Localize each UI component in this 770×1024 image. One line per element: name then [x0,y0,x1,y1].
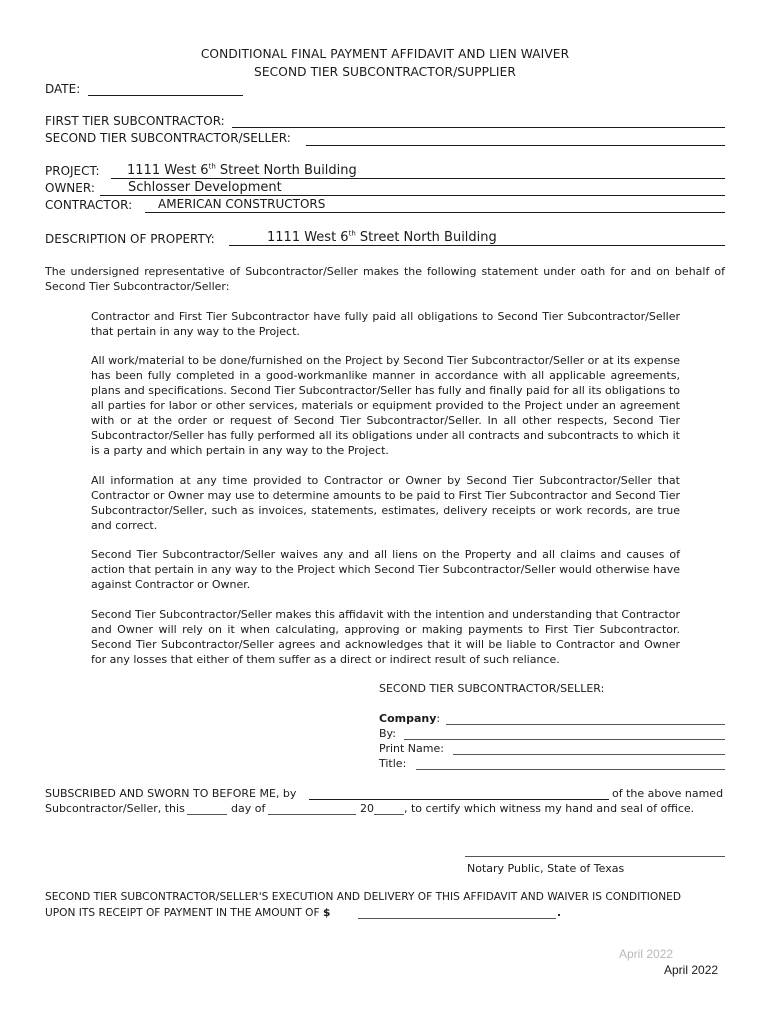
sworn-by-field[interactable] [309,799,609,800]
statement-5: Second Tier Subcontractor/Seller makes this affidavit with the intention and understanding that Contractor and Owner will rely on it when calculating, approving or making payments to First Tier Subcontractor. Second Tier Subcontractor/Seller agrees and acknowledges that it will be liable to Contractor and Owner for any losses that either of them suffer as a direct or indirect result of such reliance. [91,608,680,666]
document-title: CONDITIONAL FINAL PAYMENT AFFIDAVIT AND LIEN WAIVER [200,47,570,61]
payment-amount-field[interactable] [358,918,556,919]
project-field[interactable] [111,178,725,179]
contractor-value: AMERICAN CONSTRUCTORS [158,197,326,211]
second-tier-label: SECOND TIER SUBCONTRACTOR/SELLER: [45,131,291,145]
sworn-suffix: of the above named [612,787,724,800]
statement-1: Contractor and First Tier Subcontractor have fully paid all obligations to Second Tier Subcontractor/Seller that pertain in any way to the Project. [91,310,680,338]
sworn-prefix: SUBSCRIBED AND SWORN TO BEFORE ME, by [45,787,297,800]
day-field[interactable] [187,814,227,815]
sworn-line2-a: Subcontractor/Seller, this [45,802,185,815]
print-name-label: Print Name: [379,742,444,755]
second-tier-field[interactable] [306,145,725,146]
intro-paragraph: The undersigned representative of Subcontractor/Seller makes the following statement under oath for and on behalf of Second Tier Subcontractor/Seller: [45,265,725,293]
statement-2: All work/material to be done/furnished on the Project by Second Tier Subcontractor/Seller or at its expense has been fully completed in a good-workmanlike manner in accordance with all applicable agreements, plans and specifications. Second Tier Subcontractor/Seller has fully and finally paid for all its obligations to all parties for labor or other services, materials or equipment provided to the Project under an agreement with or at the order or request of Second Tier Subcontractor/Seller. In all other respects, Second Tier Subcontractor/Seller has fully performed all its obligations under all contracts and subcontracts to which it is a party and which pertain in any way to the Project. [91,354,680,457]
first-tier-field[interactable] [232,127,725,128]
title-label: Title: [379,757,407,770]
contractor-label: CONTRACTOR: [45,198,133,212]
condition-period: . [557,907,562,919]
signature-heading: SECOND TIER SUBCONTRACTOR/SELLER: [379,682,605,695]
statement-3: All information at any time provided to Contractor or Owner by Second Tier Subcontractor/Seller that Contractor or Owner may use to determine amounts to be paid to First Tier Subcontractor and Second Tier Subcontractor/Seller, such as invoices, statements, estimates, delivery receipts or work records, are true and correct. [91,474,680,532]
document-subtitle: SECOND TIER SUBCONTRACTOR/SUPPLIER [254,65,516,79]
property-value: 1111 West 6th Street North Building [267,229,497,245]
sworn-line2-d: , to certify which witness my hand and seal of office. [404,802,695,815]
property-label: DESCRIPTION OF PROPERTY: [45,232,215,246]
by-label: By: [379,727,396,740]
condition-line2: UPON ITS RECEIPT OF PAYMENT IN THE AMOUNT OF $ [45,907,331,919]
owner-field[interactable] [100,195,725,196]
date-label: DATE: [45,82,81,96]
owner-label: OWNER: [45,181,95,195]
condition-line1: SECOND TIER SUBCONTRACTOR/SELLER'S EXECUTION AND DELIVERY OF THIS AFFIDAVIT AND WAIVER IS CONDITIONED [45,891,682,903]
project-label: PROJECT: [45,164,100,178]
footer-date: April 2022 [664,963,719,977]
property-field[interactable] [229,245,725,246]
title-field[interactable] [416,769,725,770]
month-field[interactable] [268,814,356,815]
print-name-field[interactable] [453,754,725,755]
owner-value: Schlosser Development [128,180,282,195]
first-tier-label: FIRST TIER SUBCONTRACTOR: [45,114,225,128]
by-field[interactable] [404,739,725,740]
footer-date-faint: April 2022 [619,947,674,961]
contractor-field[interactable] [145,212,725,213]
sworn-line2-c: 20 [360,802,374,815]
year-field[interactable] [374,814,404,815]
notary-label: Notary Public, State of Texas [467,862,625,875]
sworn-line2-b: day of [231,802,266,815]
company-field[interactable] [446,724,725,725]
company-label: Company: [379,712,441,725]
notary-signature-line[interactable] [465,856,725,857]
date-field[interactable] [88,95,243,96]
statement-4: Second Tier Subcontractor/Seller waives any and all liens on the Property and all claims and causes of action that pertain in any way to the Project which Second Tier Subcontractor/Seller would otherwise have against Contractor or Owner. [91,548,680,591]
project-value: 1111 West 6th Street North Building [127,162,357,178]
